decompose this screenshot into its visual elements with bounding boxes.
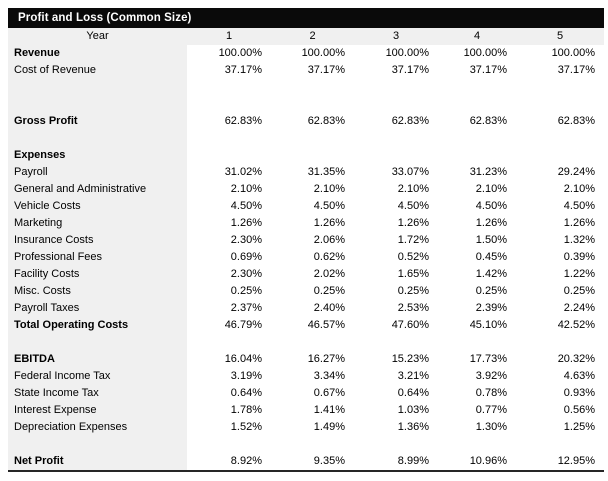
cell-value: 1.30% xyxy=(438,419,516,436)
cell-value xyxy=(516,96,604,113)
cell-value xyxy=(354,147,438,164)
row-label: State Income Tax xyxy=(8,385,187,402)
cell-value: 4.50% xyxy=(354,198,438,215)
cell-value: 46.79% xyxy=(187,317,271,334)
cell-value xyxy=(438,79,516,96)
table-row xyxy=(8,62,604,79)
row-label xyxy=(8,334,187,351)
cell-value xyxy=(516,147,604,164)
cell-value: 1.32% xyxy=(516,232,604,249)
cell-value: 0.64% xyxy=(187,385,271,402)
cell-value: 1.50% xyxy=(438,232,516,249)
cell-value: 2.30% xyxy=(187,232,271,249)
table-body xyxy=(8,45,604,470)
cell-value: 2.53% xyxy=(354,300,438,317)
cell-value: 37.17% xyxy=(187,62,271,79)
row-label: Total Operating Costs xyxy=(8,317,187,334)
cell-value: 1.65% xyxy=(354,266,438,283)
year-header-label: Year xyxy=(8,28,187,45)
cell-value xyxy=(271,334,354,351)
year-1-header: 1 xyxy=(225,30,233,42)
cell-value: 47.60% xyxy=(354,317,438,334)
table-row xyxy=(8,402,604,419)
cell-value: 62.83% xyxy=(438,113,516,130)
cell-value: 37.17% xyxy=(354,62,438,79)
cell-value: 100.00% xyxy=(438,45,516,62)
cell-value: 0.52% xyxy=(354,249,438,266)
table-row xyxy=(8,198,604,215)
table-row xyxy=(8,300,604,317)
row-label: Insurance Costs xyxy=(8,232,187,249)
table-row xyxy=(8,283,604,300)
cell-value: 100.00% xyxy=(187,45,271,62)
cell-value: 62.83% xyxy=(354,113,438,130)
row-label: Expenses xyxy=(8,147,187,164)
cell-value: 3.34% xyxy=(271,368,354,385)
row-label: Revenue xyxy=(8,45,187,62)
cell-value: 1.52% xyxy=(187,419,271,436)
row-label: Payroll xyxy=(8,164,187,181)
cell-value xyxy=(354,334,438,351)
cell-value: 0.64% xyxy=(354,385,438,402)
year-3-header: 3 xyxy=(392,30,400,42)
table-row xyxy=(8,215,604,232)
cell-value: 2.37% xyxy=(187,300,271,317)
cell-value: 100.00% xyxy=(354,45,438,62)
cell-value: 0.39% xyxy=(516,249,604,266)
cell-value xyxy=(271,96,354,113)
table-row xyxy=(8,266,604,283)
row-label: General and Administrative xyxy=(8,181,187,198)
row-label: Misc. Costs xyxy=(8,283,187,300)
cell-value xyxy=(438,436,516,453)
cell-value: 2.10% xyxy=(516,181,604,198)
cell-value: 37.17% xyxy=(516,62,604,79)
cell-value: 0.93% xyxy=(516,385,604,402)
row-label: Interest Expense xyxy=(8,402,187,419)
cell-value: 1.42% xyxy=(438,266,516,283)
cell-value: 42.52% xyxy=(516,317,604,334)
cell-value: 1.41% xyxy=(271,402,354,419)
cell-value xyxy=(271,147,354,164)
cell-value: 0.67% xyxy=(271,385,354,402)
profit-and-loss-table xyxy=(8,8,604,472)
table-row xyxy=(8,249,604,266)
year-2-header: 2 xyxy=(309,30,316,42)
table-row xyxy=(8,368,604,385)
spacer-row xyxy=(8,334,604,351)
cell-value: 2.10% xyxy=(438,181,516,198)
row-label: Depreciation Expenses xyxy=(8,419,187,436)
cell-value: 2.10% xyxy=(187,181,271,198)
cell-value: 17.73% xyxy=(438,351,516,368)
cell-value: 8.99% xyxy=(354,453,438,470)
table-row xyxy=(8,45,604,62)
spacer-row xyxy=(8,79,604,96)
row-label: Net Profit xyxy=(8,453,187,470)
cell-value xyxy=(187,96,271,113)
cell-value: 3.92% xyxy=(438,368,516,385)
cell-value: 33.07% xyxy=(354,164,438,181)
cell-value: 0.25% xyxy=(271,283,354,300)
cell-value xyxy=(187,147,271,164)
cell-value: 1.26% xyxy=(516,215,604,232)
cell-value xyxy=(438,147,516,164)
cell-value xyxy=(354,436,438,453)
page-title: Profit and Loss (Common Size) xyxy=(18,12,192,24)
cell-value: 1.26% xyxy=(187,215,271,232)
cell-value: 2.10% xyxy=(354,181,438,198)
cell-value: 45.10% xyxy=(438,317,516,334)
row-label: Federal Income Tax xyxy=(8,368,187,385)
cell-value: 2.02% xyxy=(271,266,354,283)
cell-value: 46.57% xyxy=(271,317,354,334)
cell-value: 2.40% xyxy=(271,300,354,317)
cell-value: 2.24% xyxy=(516,300,604,317)
cell-value: 4.50% xyxy=(271,198,354,215)
cell-value: 1.78% xyxy=(187,402,271,419)
cell-value: 31.35% xyxy=(271,164,354,181)
cell-value: 37.17% xyxy=(438,62,516,79)
row-label: Vehicle Costs xyxy=(8,198,187,215)
cell-value: 62.83% xyxy=(271,113,354,130)
cell-value: 4.63% xyxy=(516,368,604,385)
cell-value: 31.23% xyxy=(438,164,516,181)
cell-value: 2.30% xyxy=(187,266,271,283)
cell-value: 62.83% xyxy=(516,113,604,130)
table-row xyxy=(8,419,604,436)
cell-value: 4.50% xyxy=(187,198,271,215)
cell-value xyxy=(438,130,516,147)
row-label: EBITDA xyxy=(8,351,187,368)
cell-value: 1.25% xyxy=(516,419,604,436)
cell-value: 0.77% xyxy=(438,402,516,419)
row-label: Facility Costs xyxy=(8,266,187,283)
cell-value: 1.26% xyxy=(354,215,438,232)
cell-value: 4.50% xyxy=(438,198,516,215)
cell-value: 10.96% xyxy=(438,453,516,470)
cell-value: 2.10% xyxy=(271,181,354,198)
row-label: Cost of Revenue xyxy=(8,62,187,79)
cell-value: 0.69% xyxy=(187,249,271,266)
cell-value: 1.22% xyxy=(516,266,604,283)
cell-value xyxy=(354,79,438,96)
cell-value: 0.62% xyxy=(271,249,354,266)
spacer-row xyxy=(8,96,604,113)
cell-value: 0.78% xyxy=(438,385,516,402)
row-label xyxy=(8,96,187,113)
table-row xyxy=(8,317,604,334)
row-label: Marketing xyxy=(8,215,187,232)
cell-value: 16.27% xyxy=(271,351,354,368)
year-4-header: 4 xyxy=(473,30,481,42)
cell-value xyxy=(516,334,604,351)
cell-value: 1.03% xyxy=(354,402,438,419)
cell-value xyxy=(187,130,271,147)
cell-value xyxy=(354,130,438,147)
year-5-header: 5 xyxy=(556,30,564,42)
title-bar xyxy=(8,8,604,28)
row-label xyxy=(8,436,187,453)
cell-value xyxy=(516,436,604,453)
cell-value: 0.25% xyxy=(438,283,516,300)
cell-value: 1.26% xyxy=(438,215,516,232)
cell-value: 2.39% xyxy=(438,300,516,317)
cell-value: 1.26% xyxy=(271,215,354,232)
cell-value: 31.02% xyxy=(187,164,271,181)
cell-value xyxy=(271,130,354,147)
cell-value: 4.50% xyxy=(516,198,604,215)
cell-value: 3.19% xyxy=(187,368,271,385)
cell-value: 12.95% xyxy=(516,453,604,470)
cell-value: 0.45% xyxy=(438,249,516,266)
cell-value: 100.00% xyxy=(516,45,604,62)
year-header-row xyxy=(8,28,604,45)
cell-value: 3.21% xyxy=(354,368,438,385)
cell-value: 62.83% xyxy=(187,113,271,130)
table-row xyxy=(8,113,604,130)
cell-value: 29.24% xyxy=(516,164,604,181)
spacer-row xyxy=(8,130,604,147)
cell-value xyxy=(438,96,516,113)
cell-value xyxy=(187,436,271,453)
cell-value xyxy=(271,436,354,453)
table-row xyxy=(8,164,604,181)
cell-value: 100.00% xyxy=(271,45,354,62)
cell-value: 0.56% xyxy=(516,402,604,419)
table-row xyxy=(8,181,604,198)
cell-value: 1.36% xyxy=(354,419,438,436)
cell-value: 8.92% xyxy=(187,453,271,470)
cell-value xyxy=(516,130,604,147)
cell-value: 2.06% xyxy=(271,232,354,249)
cell-value: 20.32% xyxy=(516,351,604,368)
cell-value: 15.23% xyxy=(354,351,438,368)
cell-value xyxy=(354,96,438,113)
cell-value xyxy=(271,79,354,96)
cell-value: 0.25% xyxy=(187,283,271,300)
table-row xyxy=(8,385,604,402)
cell-value xyxy=(516,79,604,96)
cell-value: 0.25% xyxy=(354,283,438,300)
table-row xyxy=(8,232,604,249)
row-label xyxy=(8,79,187,96)
cell-value xyxy=(187,334,271,351)
cell-value: 9.35% xyxy=(271,453,354,470)
cell-value: 16.04% xyxy=(187,351,271,368)
row-label: Payroll Taxes xyxy=(8,300,187,317)
cell-value: 1.72% xyxy=(354,232,438,249)
spacer-row xyxy=(8,436,604,453)
cell-value xyxy=(187,79,271,96)
table-row xyxy=(8,351,604,368)
row-label: Gross Profit xyxy=(8,113,187,130)
cell-value: 1.49% xyxy=(271,419,354,436)
cell-value: 0.25% xyxy=(516,283,604,300)
cell-value xyxy=(438,334,516,351)
cell-value: 37.17% xyxy=(271,62,354,79)
table-row xyxy=(8,453,604,470)
table-row xyxy=(8,147,604,164)
row-label xyxy=(8,130,187,147)
row-label: Professional Fees xyxy=(8,249,187,266)
